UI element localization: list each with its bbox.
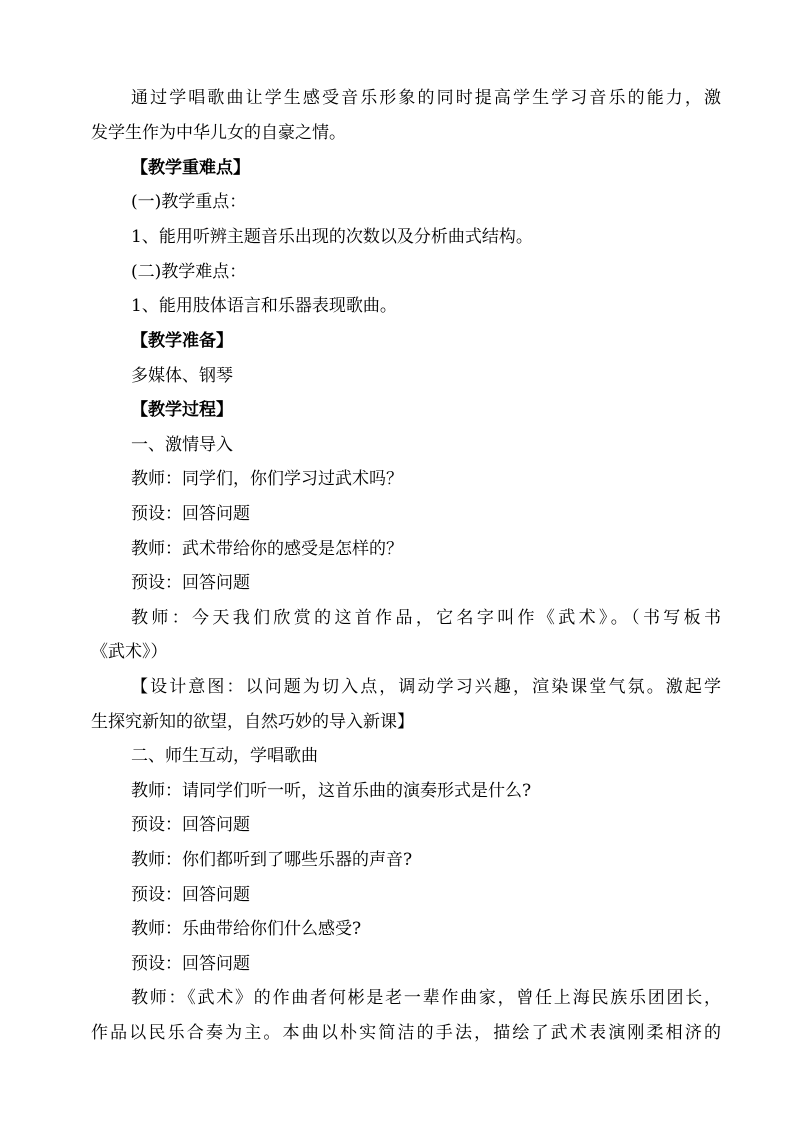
section-1-teacher-3-line-2: 《武术》） [91, 642, 168, 662]
section-1-title: 一、激情导入 [131, 435, 233, 455]
section-2-teacher-1: 教师：请同学们听一听，这首乐曲的演奏形式是什么? [131, 781, 532, 801]
section-1-teacher-3-line-1: 教师：今天我们欣赏的这首作品，它名字叫作《武术》。（书写板书 [131, 608, 721, 628]
key-points-item: 1、能用听辨主题音乐出现的次数以及分析曲式结构。 [131, 227, 533, 247]
section-2-teacher-4-line-2: 作品以民乐合奏为主。本曲以朴实简洁的手法，描绘了武术表演刚柔相济的 [91, 1023, 721, 1043]
heading-process: 【教学过程】 [131, 400, 233, 420]
section-2-title: 二、师生互动，学唱歌曲 [131, 746, 318, 766]
difficult-points-item: 1、能用肢体语言和乐器表现歌曲。 [131, 296, 397, 316]
section-2-teacher-4-line-1: 教师：《武术》的作曲者何彬是老一辈作曲家，曾任上海民族乐团团长， [131, 988, 721, 1008]
section-2-preset-2: 预设：回答问题 [131, 885, 250, 905]
preparation-items: 多媒体、钢琴 [131, 366, 233, 386]
key-points-label: (一)教学重点： [131, 192, 247, 212]
goal-paragraph-line-2: 发学生作为中华儿女的自豪之情。 [91, 123, 346, 143]
section-2-teacher-3: 教师：乐曲带给你们什么感受? [131, 919, 362, 939]
section-2-teacher-2: 教师：你们都听到了哪些乐器的声音? [131, 850, 413, 870]
section-1-preset-2: 预设：回答问题 [131, 573, 250, 593]
section-1-teacher-2: 教师：武术带给你的感受是怎样的？ [131, 539, 403, 559]
design-intent-line-1: 【设计意图：以问题为切入点，调动学习兴趣，渲染课堂气氛。激起学 [131, 677, 721, 697]
section-1-teacher-1: 教师：同学们，你们学习过武术吗？ [131, 469, 403, 489]
design-intent-line-2: 生探究新知的欲望，自然巧妙的导入新课】 [91, 712, 414, 732]
section-2-preset-1: 预设：回答问题 [131, 815, 250, 835]
goal-paragraph-line-1: 通过学唱歌曲让学生感受音乐形象的同时提高学生学习音乐的能力，激 [131, 88, 721, 108]
heading-preparation: 【教学准备】 [131, 331, 233, 351]
heading-key-points: 【教学重难点】 [131, 158, 250, 178]
section-1-preset-1: 预设：回答问题 [131, 504, 250, 524]
section-2-preset-3: 预设：回答问题 [131, 954, 250, 974]
difficult-points-label: (二)教学难点： [131, 262, 247, 282]
